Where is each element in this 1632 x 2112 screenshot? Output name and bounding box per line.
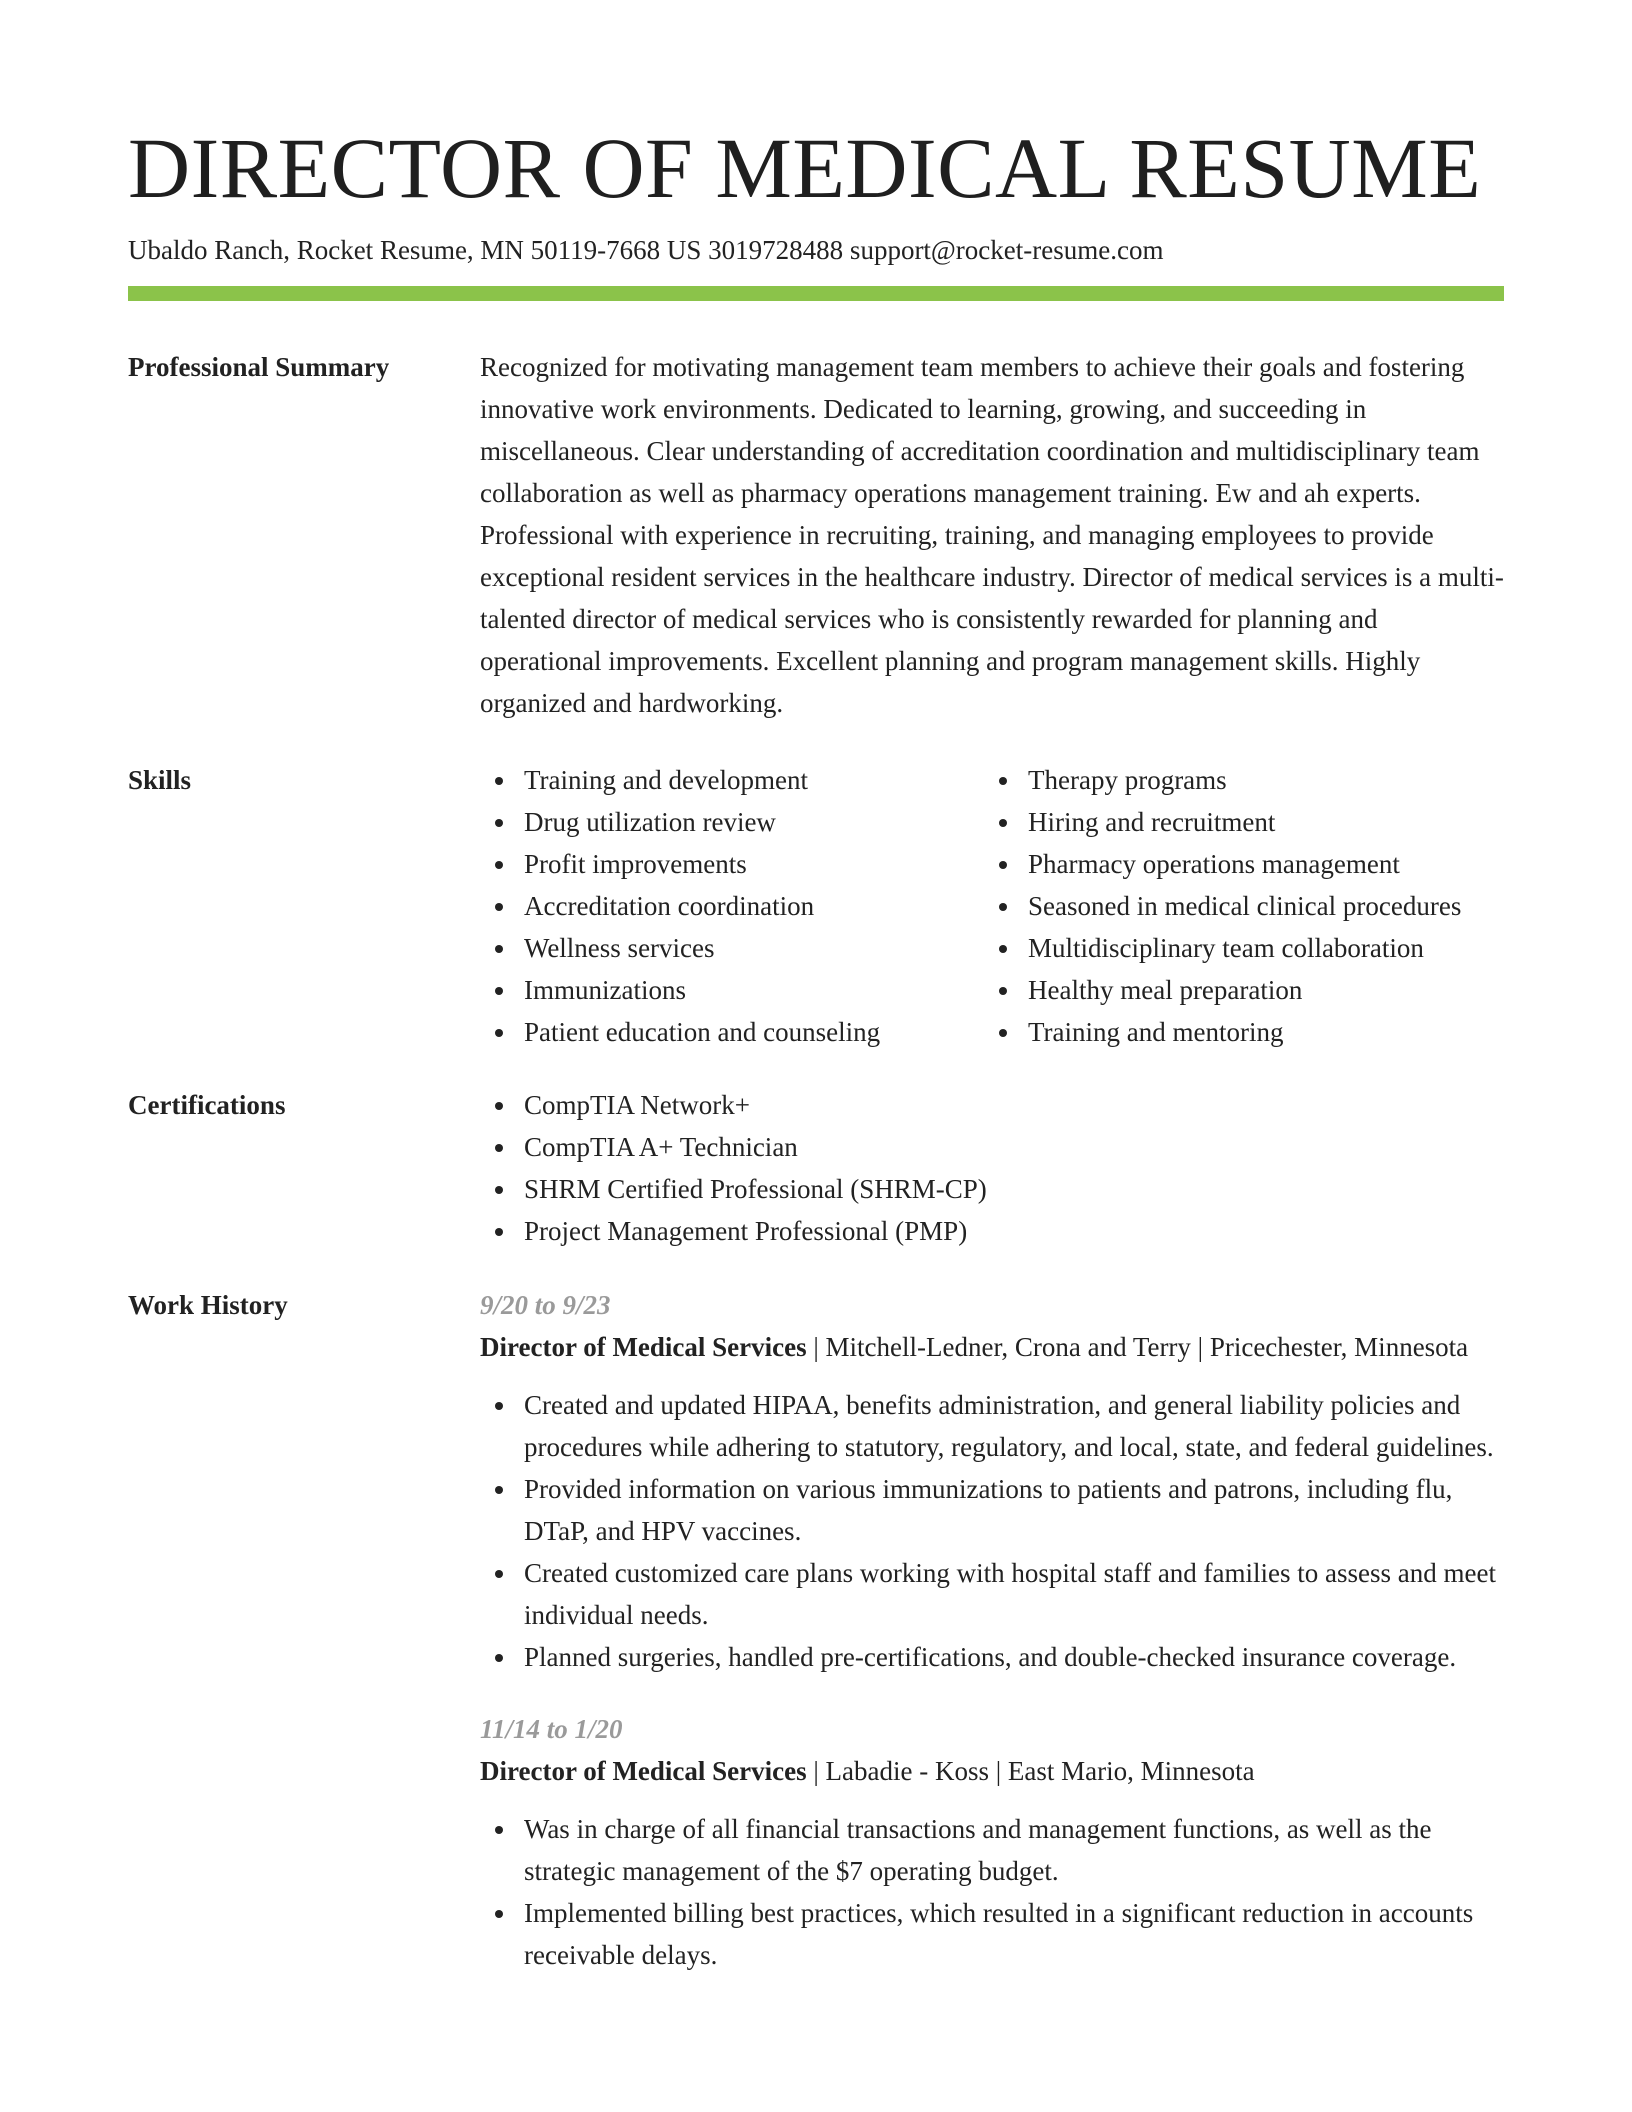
certification-item: CompTIA Network+ bbox=[480, 1084, 1504, 1126]
job-dates: 9/20 to 9/23 bbox=[480, 1290, 611, 1320]
certification-item: Project Management Professional (PMP) bbox=[480, 1210, 1504, 1252]
job-title: Director of Medical Services bbox=[480, 1332, 807, 1362]
skill-item: Patient education and counseling bbox=[480, 1011, 984, 1053]
skill-item: Therapy programs bbox=[984, 759, 1504, 801]
job-entry bbox=[480, 1708, 1504, 1976]
job-heading bbox=[480, 1326, 1504, 1368]
summary-text: Recognized for motivating management team members to achieve their goals and fostering innovative work environments. Dedicated to learning, growing, and succeeding in miscellaneous. Clear understanding of accreditation coordination and multidisciplinary team collaboration as well as pharmacy operations management training. Ew and ah experts. Professional with experience in recruiting, training, and managing employees to provide exceptional resident services in the healthcare industry. Director of medical services is a multi-talented director of medical services who is consistently rewarded for planning and operational improvements. Excellent planning and program management skills. Highly organized and hardworking. bbox=[480, 352, 1504, 718]
contact-info: Ubaldo Ranch, Rocket Resume, MN 50119-7668 US 3019728488 support@rocket-resume.com bbox=[128, 235, 1164, 265]
skill-item: Seasoned in medical clinical procedures bbox=[984, 885, 1504, 927]
skill-item: Training and development bbox=[480, 759, 984, 801]
skill-item: Multidisciplinary team collaboration bbox=[984, 927, 1504, 969]
job-employer-location: | Mitchell-Ledner, Crona and Terry | Pricechester, Minnesota bbox=[806, 1332, 1469, 1362]
skill-item: Profit improvements bbox=[480, 843, 984, 885]
skill-item: Healthy meal preparation bbox=[984, 969, 1504, 1011]
job-bullet-list bbox=[480, 1808, 1504, 1976]
section-label-certifications: Certifications bbox=[128, 1090, 286, 1120]
skill-item: Training and mentoring bbox=[984, 1011, 1504, 1053]
skill-item: Pharmacy operations management bbox=[984, 843, 1504, 885]
job-bullet: Created customized care plans working with hospital staff and families to assess and meet individual needs. bbox=[480, 1552, 1504, 1636]
skill-item: Wellness services bbox=[480, 927, 984, 969]
skill-item: Drug utilization review bbox=[480, 801, 984, 843]
skill-item: Immunizations bbox=[480, 969, 984, 1011]
skills-list-left bbox=[480, 759, 984, 1053]
job-bullet: Provided information on various immunizations to patients and patrons, including flu, DTaP, and HPV vaccines. bbox=[480, 1468, 1504, 1552]
certifications-list bbox=[480, 1084, 1504, 1252]
job-title: Director of Medical Services bbox=[480, 1756, 807, 1786]
job-bullet: Was in charge of all financial transactions and management functions, as well as the strategic management of the $7 operating budget. bbox=[480, 1808, 1504, 1892]
skill-item: Hiring and recruitment bbox=[984, 801, 1504, 843]
job-employer-location: | Labadie - Koss | East Mario, Minnesota bbox=[806, 1756, 1255, 1786]
certification-item: SHRM Certified Professional (SHRM-CP) bbox=[480, 1168, 1504, 1210]
job-bullet: Implemented billing best practices, which resulted in a significant reduction in accounts receivable delays. bbox=[480, 1892, 1504, 1976]
job-bullet: Planned surgeries, handled pre-certifications, and double-checked insurance coverage. bbox=[480, 1636, 1504, 1678]
certification-item: CompTIA A+ Technician bbox=[480, 1126, 1504, 1168]
job-dates: 11/14 to 1/20 bbox=[480, 1714, 623, 1744]
section-label-skills: Skills bbox=[128, 765, 192, 795]
job-entry bbox=[480, 1284, 1504, 1678]
job-heading bbox=[480, 1750, 1504, 1792]
job-bullet-list bbox=[480, 1384, 1504, 1678]
skills-list-right bbox=[984, 759, 1504, 1053]
job-bullet: Created and updated HIPAA, benefits administration, and general liability policies and procedures while adhering to statutory, regulatory, and local, state, and federal guidelines. bbox=[480, 1384, 1504, 1468]
accent-divider bbox=[128, 286, 1504, 301]
resume-title: DIRECTOR OF MEDICAL RESUME bbox=[128, 120, 1482, 216]
section-label-work-history: Work History bbox=[128, 1290, 288, 1320]
section-label-summary: Professional Summary bbox=[128, 352, 390, 382]
skill-item: Accreditation coordination bbox=[480, 885, 984, 927]
